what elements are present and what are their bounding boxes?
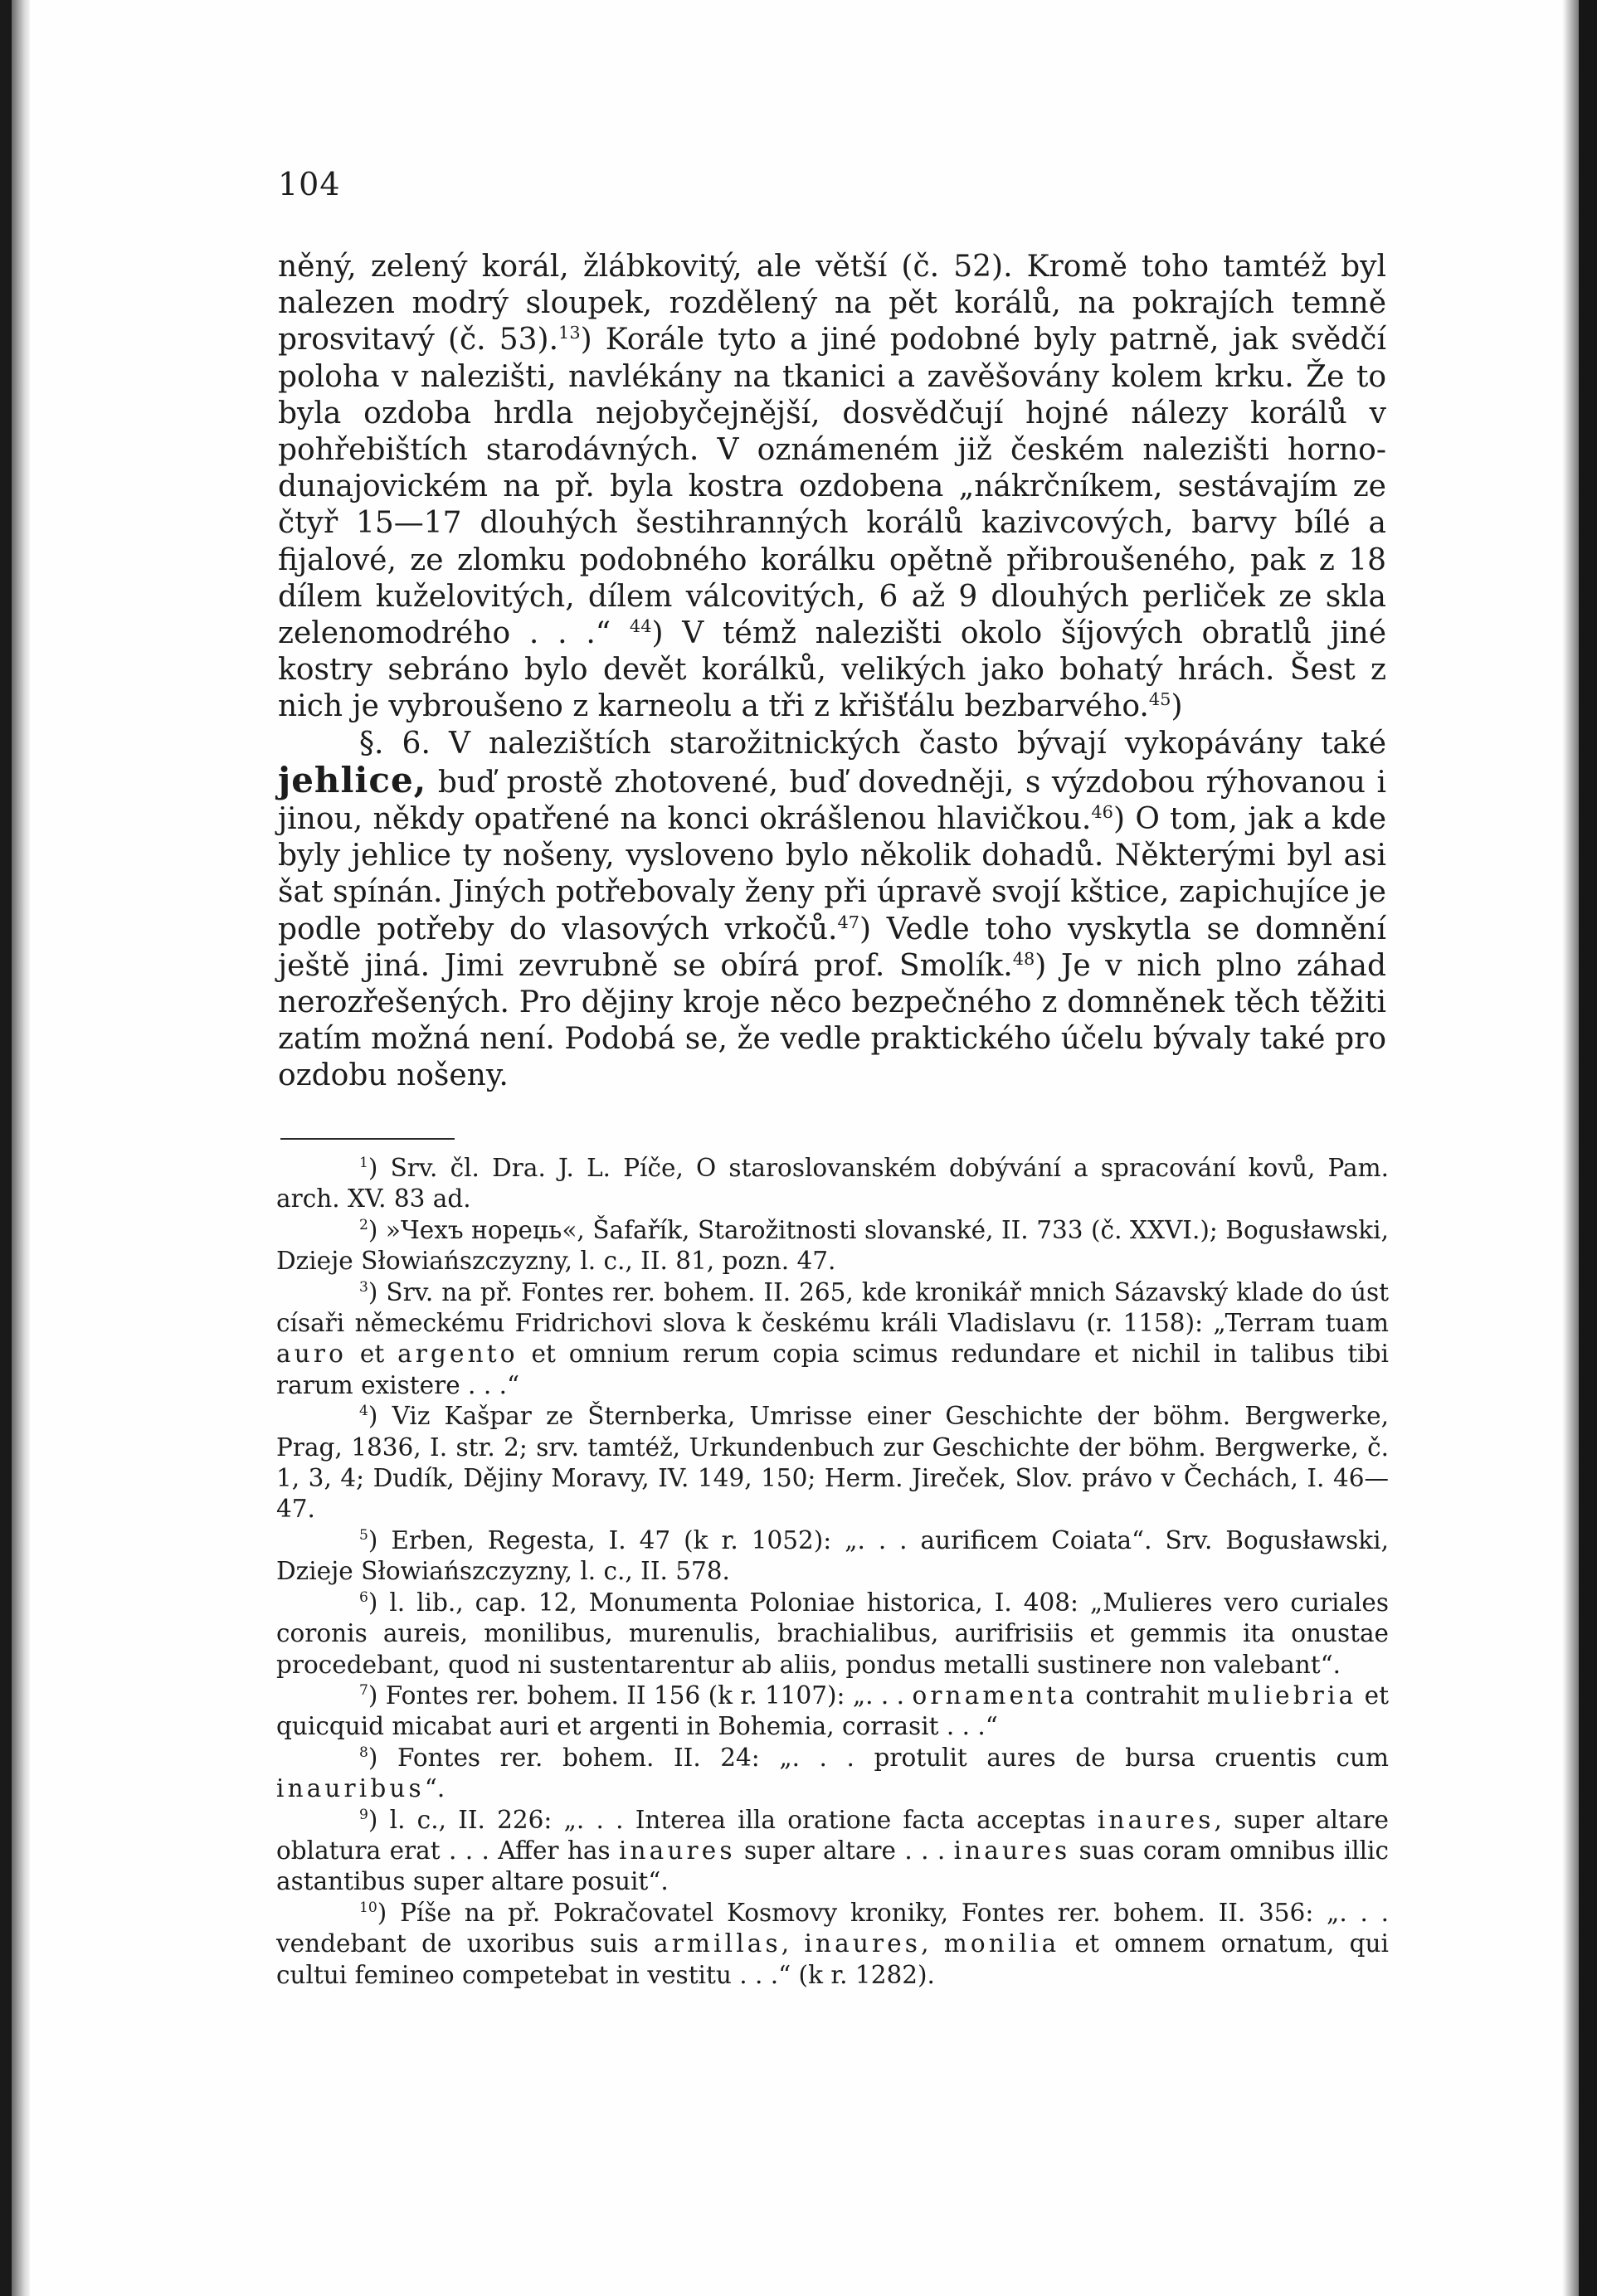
footnote-3: $^3$) Srv. na př. Fontes rer. bohem. II. 265, kde kronikář mnich Sázavský klade do úst císaři německému Fridrichovi slova k českému králi Vladislavu (r. 1158): „Terram tuam auro et argento et omnium rerum copia scimus redundare et nichil in talibus tibi rarum existere . . .“ [276, 1277, 1389, 1399]
footnote-4: $^4$) Viz Kašpar ze Šternberka, Umrisse einer Geschichte der böhm. Bergwerke, Prag, 1836, I. str. 2; srv. tamtéž, Urkundenbuch zur Geschichte der böhm. Bergwerke, č. 1, 3, 4; Dudík, Dějiny Moravy, IV. 149, 150; Herm. Jireček, Slov. právo v Čechách, I. 46—47. [276, 1402, 1389, 1524]
paragraph-1: něný, zelený korál, žlábkovitý, ale větší (č. 52). Kromě toho tamtéž byl nalezen modrý sloupek, rozdělený na pět korálů, na pokrajích temně prosvitavý (č. 53).$^{13}$) Korále tyto a jiné podobné byly patrně, jak svědčí poloha v nalezišti, navlékány na tkanici a zavěšovány kolem krku. Že to byla ozdoba hrdla nejobyčejnější, dosvědčují hojné nálezy korálů v pohřebištích starodávných. V oznámeném již českém nalezišti horno-dunajovickém na př. byla kostra ozdobena „nákrčníkem, sestávajím ze čtyř 15—17 dlouhých šestihranných korálů kazivcových, barvy bílé a fijalové, ze zlomku podobného korálku opětně přibroušeného, pak z 18 dílem kuželovitých, dílem válcovitých, 6 až 9 dlouhých perliček ze skla zelenomodrého . . .“ $^{44}$) V témž nalezišti okolo šíjových obratlů jiné kostry sebráno bylo devět korálků, velikých jako bohatý hrách. Šest z nich je vybroušeno z karneolu a tři z křišťálu bezbarvého.$^{45}$) [278, 250, 1387, 724]
page-number: 104 [278, 166, 341, 202]
footnote-9: $^9$) l. c., II. 226: „. . . Interea illa oratione facta acceptas inaures, super altare oblatura erat . . . Affer has inaures super altare . . . inaures suas coram omnibus illic astantibus super altare posuit“. [276, 1805, 1389, 1896]
footnote-ref: 44 [629, 616, 652, 637]
paragraph-2: §. 6. V nalezištích starožitnických často bývají vykopávány také jehlice, buď prostě zhotovené, buď dovedněji, s výzdobou rýhovanou i jinou, někdy opatřené na konci okrášlenou hlavičkou.$^{46}$) O tom, jak a kde byly jehlice ty nošeny, vysloveno bylo několik dohadů. Některými byl asi šat spínán. Jiných potřebovaly ženy při úpravě svojí kštice, zapichujíce je podle potřeby do vlasových vrkočů.$^{47}$) Vedle toho vyskytla se domnění ještě jiná. Jimi zevrubně se obírá prof. Smolík.$^{48}$) Je v nich plno záhad nerozřešených. Pro dějiny kroje něco bezpečného z domněnek těch těžiti zatím možná není. Podobá se, že vedle praktického účelu bývaly také pro ozdobu nošeny. [278, 726, 1387, 1093]
scan-frame-left [0, 0, 12, 2296]
footnote-separator [280, 1138, 455, 1140]
footnote-ref: 48 [1012, 948, 1035, 969]
footnote-ref: 46 [1091, 802, 1113, 823]
footnotes [276, 1153, 1389, 1991]
footnote-ref: 13 [558, 323, 581, 343]
term-jehlice: jehlice, [278, 759, 427, 800]
scan-shadow-right [1562, 0, 1579, 2296]
footnote-7: $^7$) Fontes rer. bohem. II 156 (k r. 1107): „. . . ornamenta contrahit muliebria et quicquid micabat auri et argenti in Bohemia, corrasit . . .“ [276, 1681, 1389, 1741]
scan-frame-right [1579, 0, 1597, 2296]
footnote-6: $^6$) l. lib., cap. 12, Monumenta Poloniae historica, I. 408: „Mulieres vero curiales coronis aureis, monilibus, murenulis, brachialibus, aurifrisiis et gemmis ita onustae procedebant, quod ni sustentarentur ab aliis, pondus metalli sustinere non valebant“. [276, 1588, 1389, 1679]
footnote-ref: 47 [837, 912, 860, 932]
footnote-8: $^8$) Fontes rer. bohem. II. 24: „. . . protulit aures de bursa cruentis cum inauribus“. [276, 1743, 1389, 1803]
footnote-1: $^1$) Srv. čl. Dra. J. L. Píče, O staroslovanském dobývání a spracování kovů, Pam. arch. XV. 83 ad. [276, 1154, 1389, 1214]
scan-shadow-left [12, 0, 30, 2296]
footnote-ref: 45 [1148, 689, 1171, 710]
footnote-10: $^{10}$) Píše na př. Pokračovatel Kosmovy kroniky, Fontes rer. bohem. II. 356: „. . . vendebant de uxoribus suis armillas, inaures, monilia et omnem ornatum, qui cultui femineo competebat in vestitu . . .“ (k r. 1282). [276, 1898, 1389, 1989]
body-text [278, 249, 1386, 1095]
footnote-2: $^2$) »Чехъ нореџь«, Šafařík, Starožitnosti slovanské, II. 733 (č. XXVI.); Bogusławski, Dzieje Słowiańszczyzny, l. c., II. 81, pozn. 47. [276, 1215, 1389, 1276]
footnote-5: $^5$) Erben, Regesta, I. 47 (k r. 1052): „. . . aurificem Coiata“. Srv. Bogusławski, Dzieje Słowiańszczyzny, l. c., II. 578. [276, 1525, 1389, 1586]
